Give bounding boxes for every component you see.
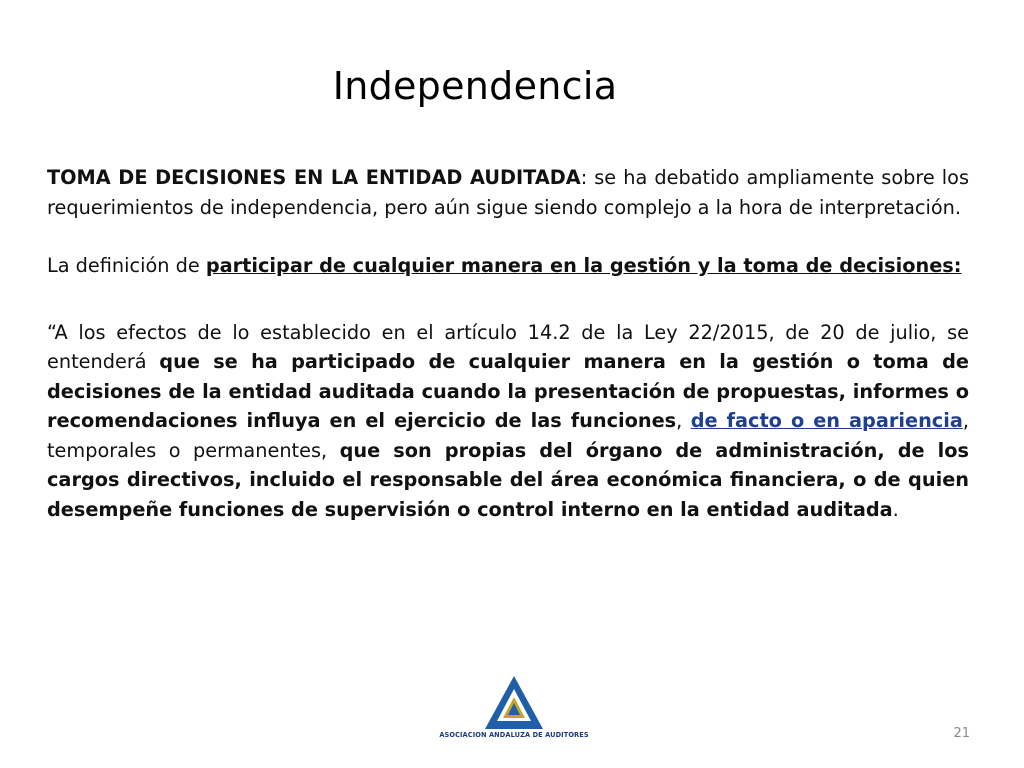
paragraph-definition [47, 251, 969, 281]
paragraph-text: : se ha debatido ampliamente sobre los requerimientos de independencia, pero aún sigue siendo complejo a la hora de interpretación. [47, 166, 969, 219]
quote-text-2: , [676, 409, 691, 432]
quote-text-4: . [892, 497, 899, 521]
page-number: 21 [953, 726, 970, 741]
association-logo [439, 673, 589, 743]
slide-title: Independencia [332, 64, 618, 108]
triangle-logo-icon [439, 673, 589, 731]
slide-body [47, 163, 969, 524]
quote-text-3: , temporales o permanentes, [47, 409, 969, 462]
quote-bold-2: que son propias del órgano de administración, de los cargos directivos, incluido el responsable del área económica financiera, o de quien desempeñe funciones de supervisión o control interno en la entidad auditada [47, 438, 970, 521]
paragraph-quote [47, 318, 969, 525]
de-facto-link[interactable]: de facto o en apariencia [690, 409, 963, 432]
paragraph-heading: TOMA DE DECISIONES EN LA ENTIDAD AUDITADA [47, 166, 581, 189]
definition-emphasis: participar de cualquier manera en la gestión y la toma de decisiones: [205, 254, 962, 277]
quote-bold-1: que se ha participado de cualquier manera en la gestión o toma de decisiones de la entidad auditada cuando la presentación de propuestas, informes o recomendaciones influya en el ejercicio de las funciones [47, 350, 969, 432]
definition-intro: La definición de [47, 254, 206, 277]
logo-caption: ASOCIACION ANDALUZA DE AUDITORES [439, 731, 589, 739]
quote-text-1: “A los efectos de lo establecido en el artículo 14.2 de la Ley 22/2015, de 20 de julio, se entenderá [47, 320, 969, 373]
paragraph-decision-making [47, 163, 969, 222]
